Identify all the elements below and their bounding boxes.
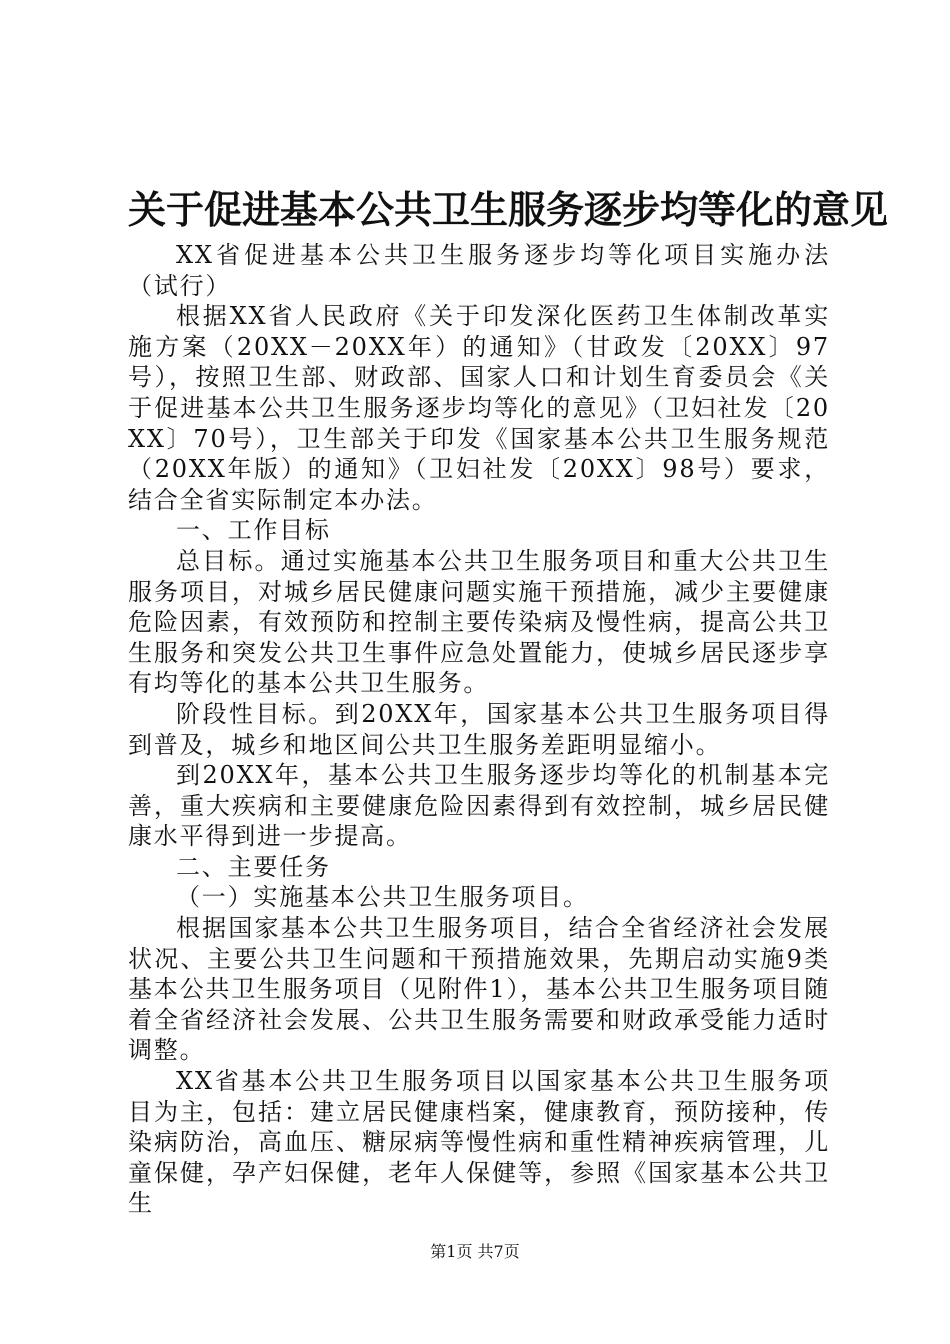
paragraph: XX省促进基本公共卫生服务逐步均等化项目实施办法（试行） — [128, 241, 830, 300]
subsection-heading: （一）实施基本公共卫生服务项目。 — [176, 883, 589, 912]
paragraph: 根据国家基本公共卫生服务项目，结合全省经济社会发展状况、主要公共卫生问题和干预措施效果，先期启动实施9类基本公共卫生服务项目（见附件1），基本公共卫生服务项目随着全省经济社会发展、公共卫生服务需要和财政承受能力适时调整。 — [128, 914, 830, 1065]
document-body — [128, 240, 830, 1219]
document-title: 关于促进基本公共卫生服务逐步均等化的意见 — [128, 187, 889, 232]
paragraph: 根据XX省人民政府《关于印发深化医药卫生体制改革实施方案（20XX－20XX年）的通知》（甘政发〔20XX〕97号），按照卫生部、财政部、国家人口和计划生育委员会《关于促进基本公共卫生服务逐步均等化的意见》（卫妇社发〔20XX〕70号），卫生部关于印发《国家基本公共卫生服务规范（20XX年版）的通知》（卫妇社发〔20XX〕98号）要求，结合全省实际制定本办法。 — [128, 302, 830, 514]
paragraph: XX省基本公共卫生服务项目以国家基本公共卫生服务项目为主，包括：建立居民健康档案，健康教育，预防接种，传染病防治，高血压、糖尿病等慢性病和重性精神疾病管理，儿童保健，孕产妇保健，老年人保健等，参照《国家基本公共卫生 — [128, 1067, 830, 1218]
paragraph: 到20XX年，基本公共卫生服务逐步均等化的机制基本完善，重大疾病和主要健康危险因素得到有效控制，城乡居民健康水平得到进一步提高。 — [128, 761, 830, 851]
page-footer: 第1页 共7页 — [430, 1242, 520, 1261]
section-heading: 一、工作目标 — [176, 516, 331, 545]
paragraph: 总目标。通过实施基本公共卫生服务项目和重大公共卫生服务项目，对城乡居民健康问题实施干预措施，减少主要健康危险因素，有效预防和控制主要传染病及慢性病，提高公共卫生服务和突发公共卫生事件应急处置能力，使城乡居民逐步享有均等化的基本公共卫生服务。 — [128, 546, 830, 698]
section-heading: 二、主要任务 — [176, 852, 331, 881]
paragraph: 阶段性目标。到20XX年，国家基本公共卫生服务项目得到普及，城乡和地区间公共卫生服务差距明显缩小。 — [128, 699, 830, 759]
